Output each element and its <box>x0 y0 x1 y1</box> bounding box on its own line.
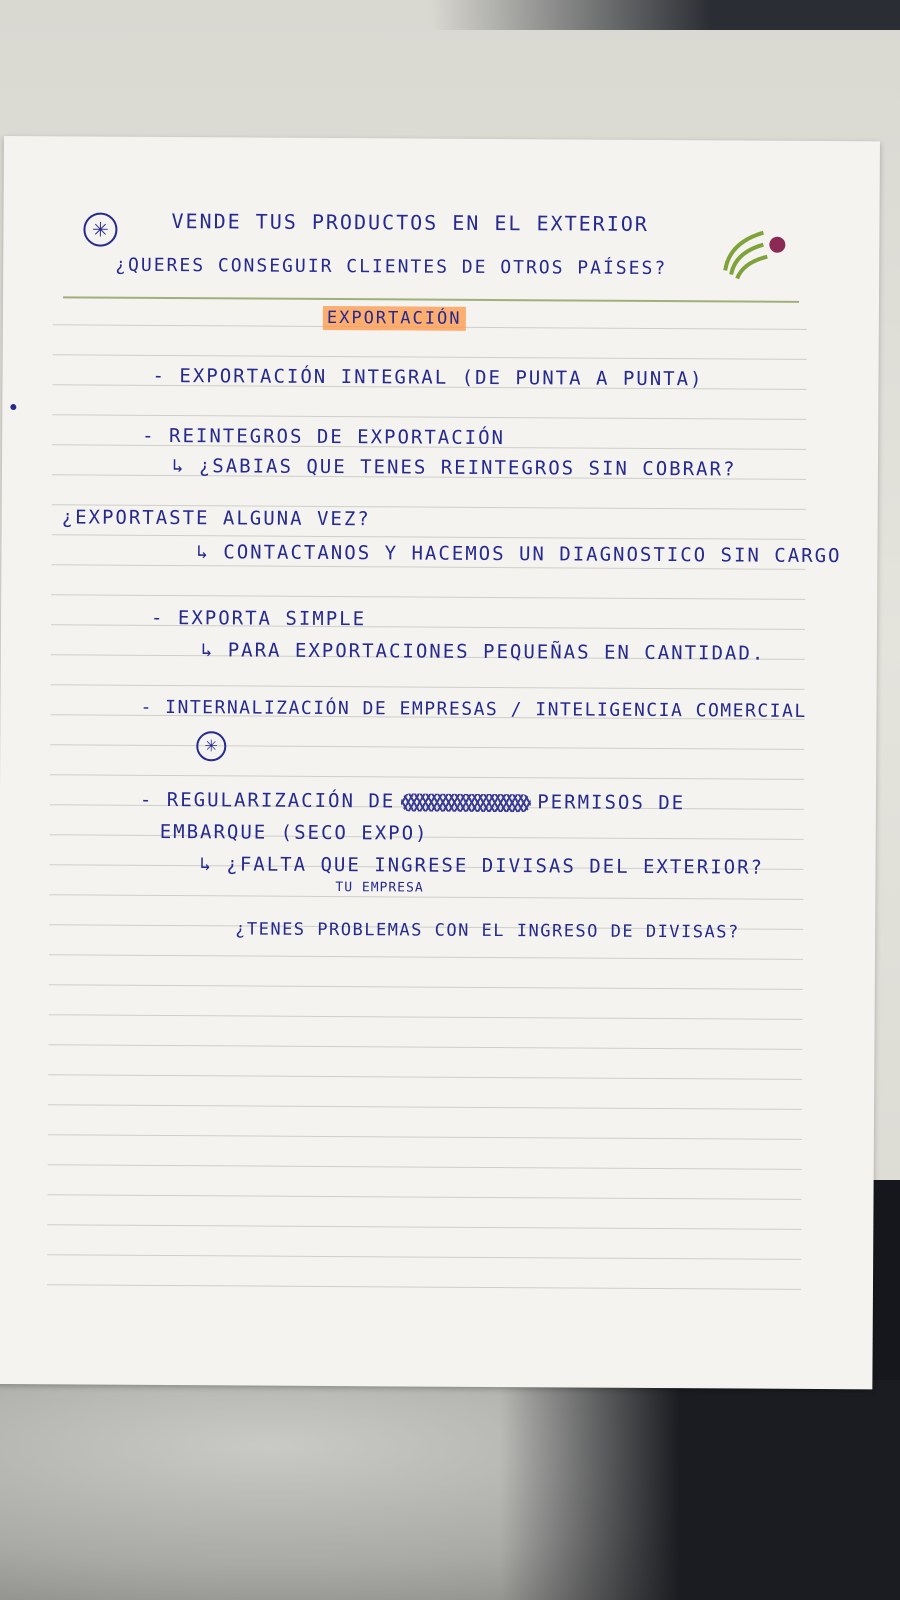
item-reintegros: - REINTEGROS DE EXPORTACIÓN <box>142 424 506 450</box>
item-internalizacion: - INTERNALIZACIÓN DE EMPRESAS / INTELIGENCIA COMERCIAL <box>140 696 807 722</box>
logo-swoosh-inner <box>737 256 767 278</box>
section-title-highlight: EXPORTACIÓN <box>323 306 466 331</box>
item-regularizacion-continued: EMBARQUE (SECO EXPO) <box>159 820 429 845</box>
item-exporta-simple-detail: ↳ PARA EXPORTACIONES PEQUEÑAS EN CANTIDAD. <box>200 639 766 665</box>
header-rule <box>63 296 799 302</box>
asterisk-circle-icon <box>83 212 117 246</box>
item-exportacion-integral: - EXPORTACIÓN INTEGRAL (DE PUNTA A PUNTA) <box>152 364 704 391</box>
item-exporta-simple: - EXPORTA SIMPLE <box>150 606 367 631</box>
fabric-shadow <box>500 1380 900 1600</box>
asterisk-mark: ✳ <box>91 217 109 242</box>
item-reintegros-question: ↳ ¿SABIAS QUE TENES REINTEGROS SIN COBRAR? <box>171 455 737 481</box>
section-title <box>323 308 466 329</box>
notes-subtitle: ¿QUERES CONSEGUIR CLIENTES DE OTROS PAÍSES? <box>115 254 668 280</box>
item-divisas-problem: ¿TENES PROBLEMAS CON EL INGRESO DE DIVISAS? <box>235 919 740 943</box>
background-shadow <box>430 0 900 30</box>
item-regularizacion-start: - REGULARIZACIÓN DE <box>139 788 396 813</box>
item-regularizacion-end: PERMISOS DE <box>537 791 686 815</box>
asterisk-mark-small: ✳ <box>204 736 219 756</box>
notes-title: VENDE TUS PRODUCTOS EN EL EXTERIOR <box>171 209 649 236</box>
crossed-out-scribble <box>401 793 531 812</box>
company-logo <box>719 224 799 284</box>
item-contactanos: ↳ CONTACTANOS Y HACEMOS UN DIAGNOSTICO SIN CARGO <box>196 541 842 568</box>
asterisk-circle-small-icon <box>196 731 226 761</box>
bullet-dot <box>10 404 16 410</box>
item-divisas-note: TU EMPRESA <box>335 880 424 896</box>
item-divisas-question: ↳ ¿FALTA QUE INGRESE DIVISAS DEL EXTERIOR? <box>199 853 765 879</box>
item-regularizacion <box>140 789 685 814</box>
lined-paper-sheet <box>0 136 880 1389</box>
item-exportaste-question: ¿EXPORTASTE ALGUNA VEZ? <box>61 506 371 531</box>
logo-dot <box>769 237 785 253</box>
